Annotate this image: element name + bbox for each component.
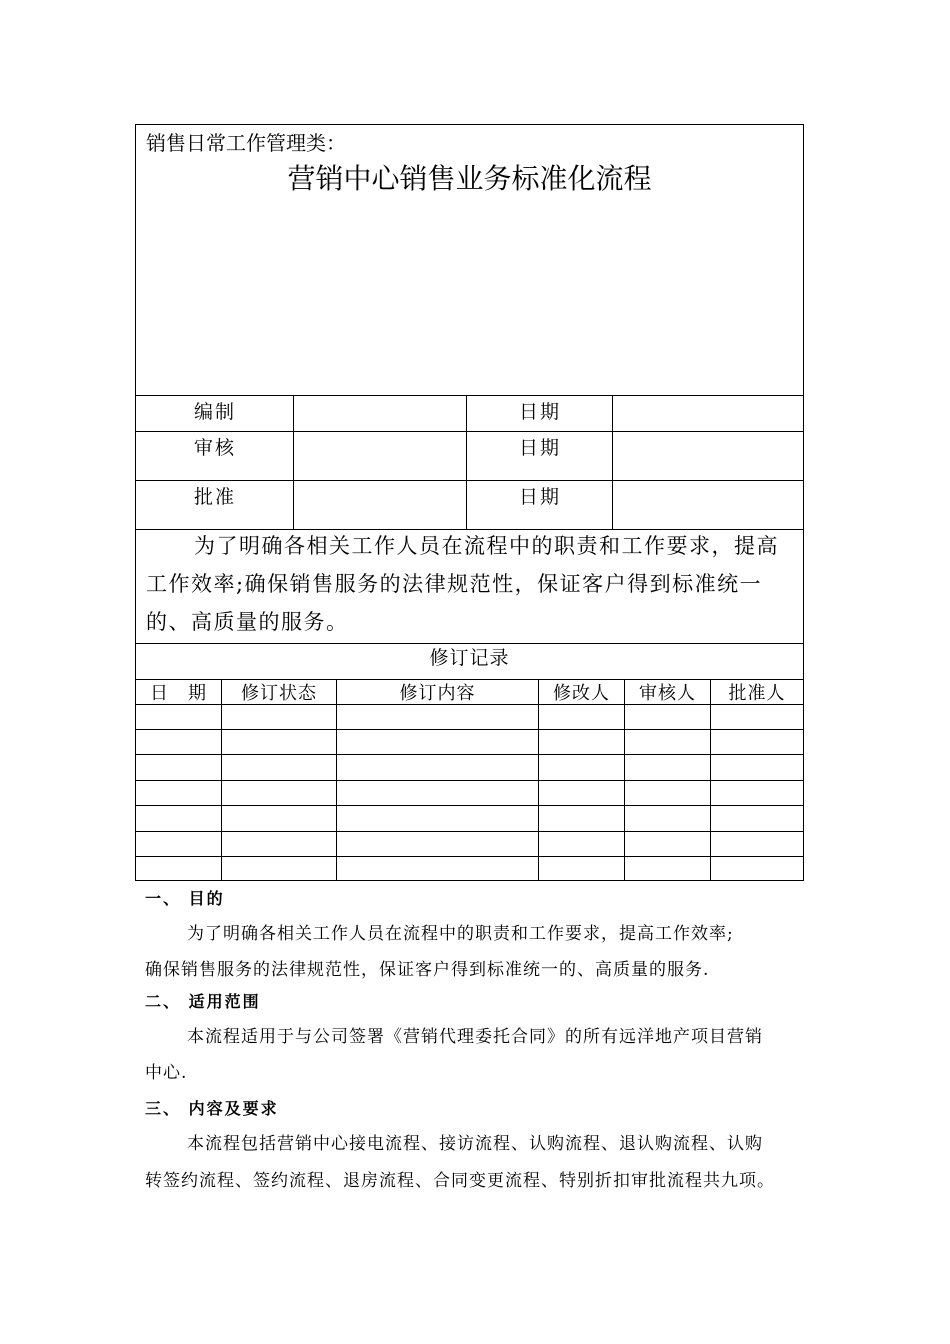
section-heading-content: 三、 内容及要求 <box>145 1099 279 1118</box>
document-category: 销售日常工作管理类： <box>146 131 346 155</box>
section-line: 确保销售服务的法律规范性，保证客户得到标准统一的、高质量的服务. <box>145 960 710 980</box>
divider <box>293 395 294 529</box>
revision-title: 修订记录 <box>429 647 510 669</box>
section-line: 为了明确各相关工作人员在流程中的职责和工作要求，提高工作效率; <box>187 924 734 944</box>
divider <box>710 679 711 881</box>
purpose-paragraph: 为了明确各相关工作人员在流程中的职责和工作要求，提高工作效率;确保销售服务的法律规范性，保证客户得到标准统一的、高质量的服务。 <box>146 534 779 634</box>
revision-col-editor: 修改人 <box>553 683 610 704</box>
approval-date-label-approve: 日期 <box>519 486 562 508</box>
document-title: 营销中心销售业务标准化流程 <box>287 162 652 195</box>
revision-col-status: 修订状态 <box>241 683 317 704</box>
revision-col-content: 修订内容 <box>399 683 476 704</box>
cover-table <box>135 124 804 881</box>
divider <box>624 679 625 881</box>
divider <box>538 679 539 881</box>
table-row <box>136 856 803 857</box>
section-line: 转签约流程、签约流程、退房流程、合同变更流程、特别折扣审批流程共九项。 <box>145 1171 775 1191</box>
table-row <box>136 729 803 730</box>
approval-label-compile: 编制 <box>194 401 237 423</box>
divider <box>136 395 803 396</box>
divider <box>221 679 222 881</box>
table-row <box>136 780 803 781</box>
divider <box>466 395 467 529</box>
section-heading-purpose: 一、 目的 <box>145 889 225 908</box>
revision-col-date: 日 期 <box>150 683 207 704</box>
table-row <box>136 704 803 705</box>
approval-label-approve: 批准 <box>194 486 237 508</box>
section-heading-scope: 二、 适用范围 <box>145 992 261 1011</box>
revision-col-reviewer: 审核人 <box>639 683 696 704</box>
section-line: 本流程适用于与公司签署《营销代理委托合同》的所有远洋地产项目营销 <box>187 1027 763 1047</box>
approval-label-review: 审核 <box>194 437 237 459</box>
approval-date-label-compile: 日期 <box>519 401 562 423</box>
section-line: 中心. <box>145 1063 188 1083</box>
divider <box>612 395 613 529</box>
revision-col-approver: 批准人 <box>728 683 786 704</box>
divider <box>136 431 803 432</box>
table-row <box>136 805 803 806</box>
table-row <box>136 831 803 832</box>
approval-date-label-review: 日期 <box>519 437 562 459</box>
table-row <box>136 754 803 755</box>
divider <box>136 480 803 481</box>
divider <box>336 679 337 881</box>
section-line: 本流程包括营销中心接电流程、接访流程、认购流程、退认购流程、认购 <box>187 1134 763 1154</box>
